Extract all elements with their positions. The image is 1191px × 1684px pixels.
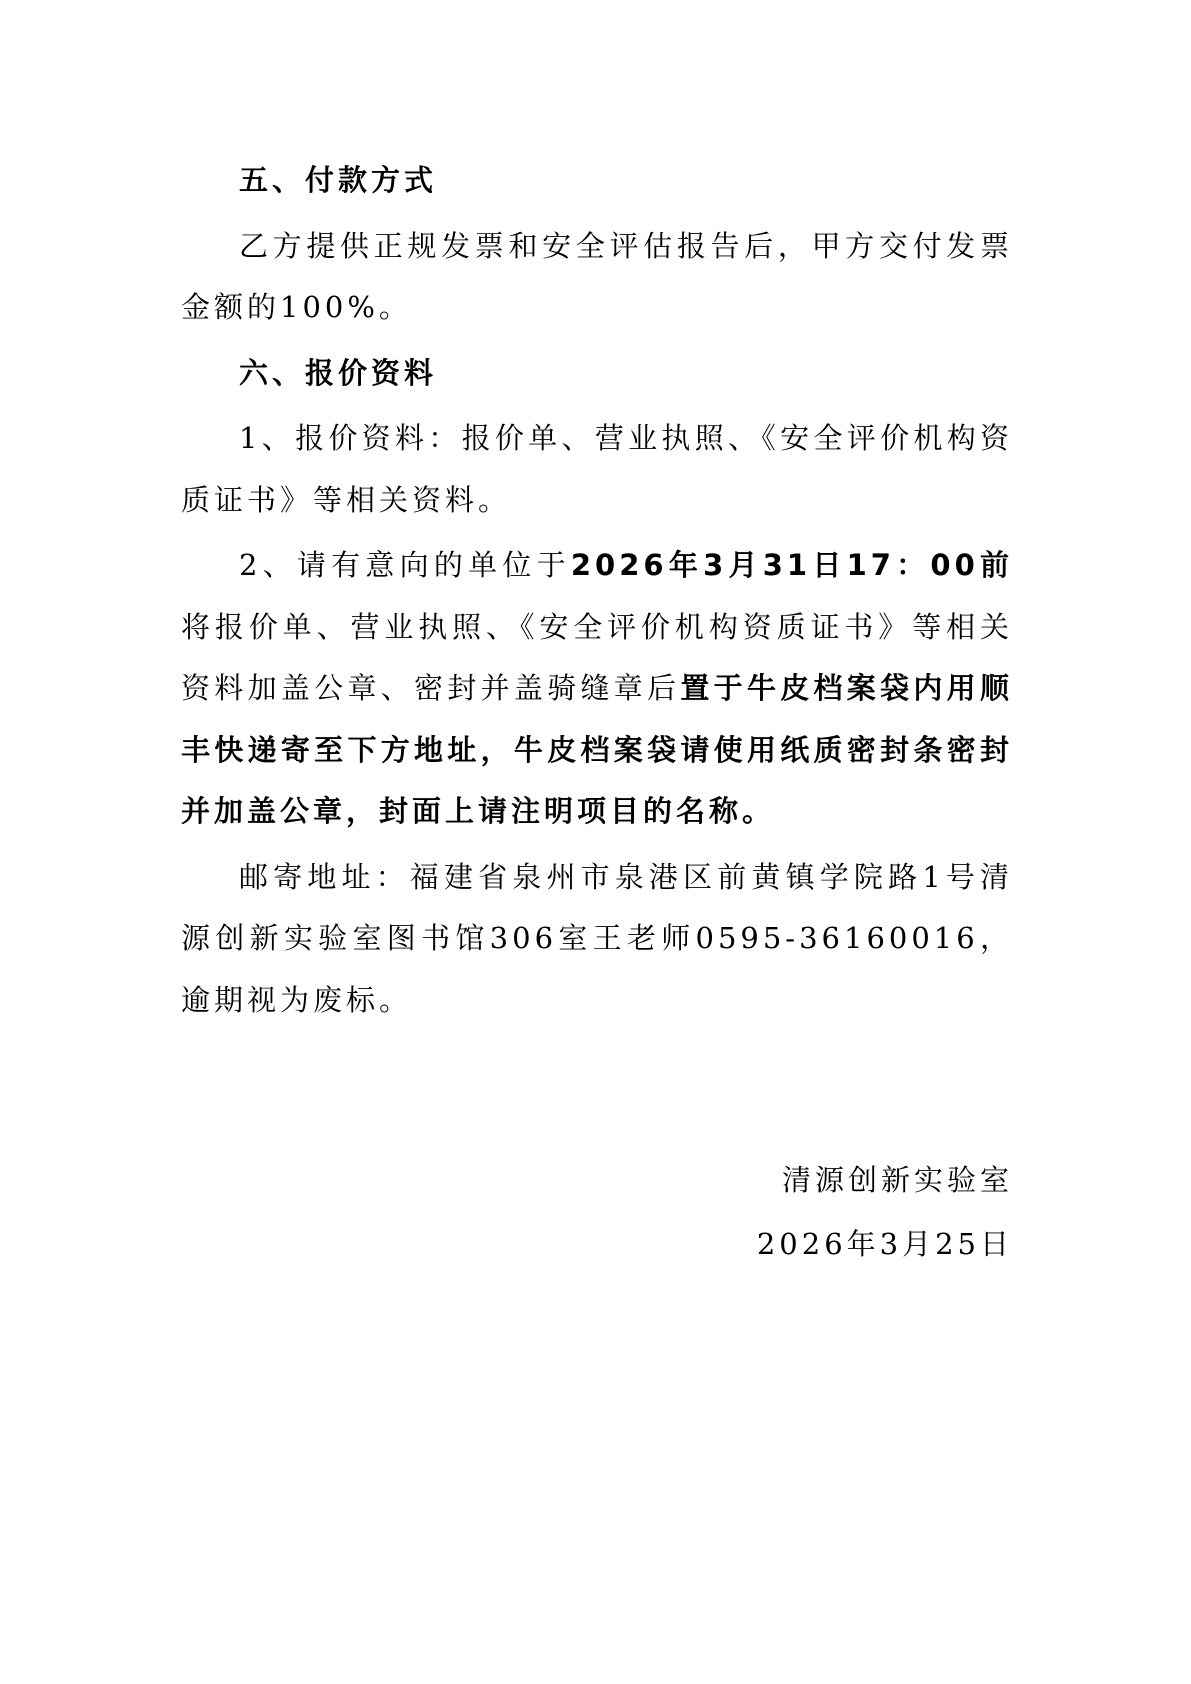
section-5-body: 乙方提供正规发票和安全评估报告后，甲方交付发票金额的100%。	[181, 228, 1013, 324]
item-2-prefix: 2、请有意向的单位于	[239, 548, 571, 582]
item-2-bold-instructions: 置于牛皮档案袋内用顺丰快递寄至下方地址，牛皮档案袋请使用纸质密封条密封并加盖公章，封面上请注明项目的名称。	[181, 671, 1013, 828]
signature-date: 2026年3月25日	[756, 1227, 1013, 1261]
document-body	[181, 150, 1013, 1035]
signature-org: 清源创新实验室	[781, 1163, 1013, 1197]
mailing-address: 邮寄地址：福建省泉州市泉港区前黄镇学院路1号清源创新实验室图书馆306室王老师0595-36160016，逾期视为废标。	[181, 859, 1013, 1017]
section-6-item-1: 1、报价资料：报价单、营业执照、《安全评价机构资质证书》等相关资料。	[181, 421, 1013, 517]
signature-block	[757, 1148, 1013, 1276]
item-2-deadline: 2026年3月31日17：00前	[570, 548, 1014, 582]
section-6-heading: 六、报价资料	[239, 355, 438, 390]
section-5-heading: 五、付款方式	[239, 163, 438, 197]
item-2-middle: 将报价单、营业执照、《安全评价机构资质证书》等相关资料加盖公章、密封并盖骑缝章后	[181, 609, 1013, 705]
section-6-item-2	[181, 535, 1013, 843]
